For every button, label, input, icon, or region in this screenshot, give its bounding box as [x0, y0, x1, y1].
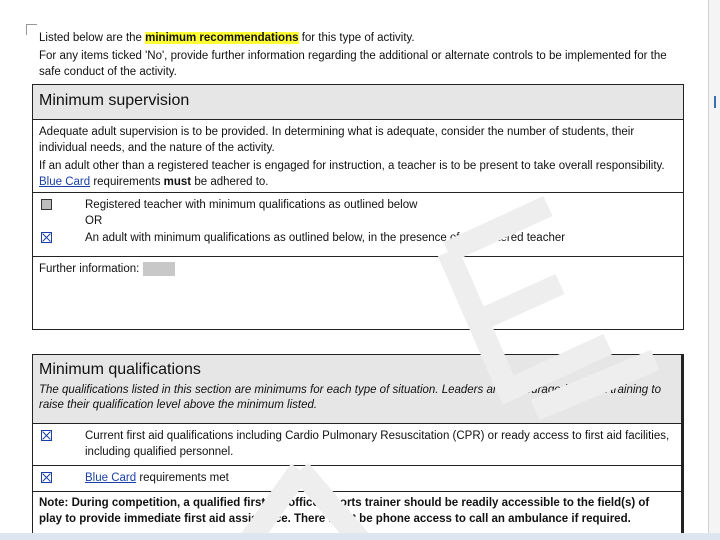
qualification-first-aid: [39, 428, 675, 460]
supervision-para2-bold: must: [163, 176, 192, 188]
further-information-label: Further information:: [39, 263, 140, 275]
page-corner-mark: [26, 24, 37, 35]
qualification-blue-card-text: requirements met: [136, 472, 229, 484]
qualification-blue-card: [39, 470, 675, 486]
qualifications-header: [33, 355, 681, 424]
competition-note: Note: During competition, a qualified first aid officer/sports trainer should be readily accessible to the field(s) of play to provide immediate first aid assistance. There must be phone access to call an ambulance if required.: [39, 497, 650, 525]
qualifications-heading: Minimum qualifications: [39, 361, 201, 378]
qualifications-subtitle: The qualifications listed in this section are minimums for each type of situation. Leaders are encouraged to seek training to raise their qualification level above the minimum listed.: [39, 384, 661, 411]
supervision-para2-mid: requirements: [90, 176, 164, 188]
supervision-header: [33, 85, 683, 120]
blue-card-link-2[interactable]: Blue Card: [85, 472, 137, 484]
option-qualified-adult-label: An adult with minimum qualifications as outlined below, in the presence of a registered teacher: [85, 232, 566, 244]
further-information-row: [33, 257, 683, 331]
qualification-blue-card-row: [33, 466, 681, 492]
option-registered-teacher-label: Registered teacher with minimum qualifications as outlined below: [85, 199, 418, 211]
blue-card-link[interactable]: Blue Card: [39, 176, 91, 188]
intro-line1-start: Listed below are the: [39, 32, 146, 44]
further-information-field[interactable]: [143, 262, 175, 276]
option-registered-teacher: [39, 197, 677, 213]
highlighted-phrase: minimum recommendations: [145, 32, 299, 44]
supervision-section: [32, 84, 684, 330]
status-bar: [0, 533, 720, 540]
intro-line1: [39, 30, 689, 46]
qualification-first-aid-row: [33, 424, 681, 466]
intro-line2: For any items ticked 'No', provide further information regarding the additional or alternate controls to be implemented for the safe conduct of the activity.: [39, 50, 667, 78]
intro-line1-end: for this type of activity.: [298, 32, 415, 44]
scrollbar[interactable]: [708, 0, 720, 540]
checkbox-registered-teacher[interactable]: [41, 199, 52, 210]
qualification-blue-card-label: [85, 470, 229, 486]
supervision-para2-end: be adhered to.: [191, 176, 269, 188]
intro-text: [39, 30, 689, 82]
checkbox-first-aid[interactable]: [41, 430, 52, 441]
or-label: OR: [85, 215, 103, 227]
qualification-first-aid-label: Current first aid qualifications including Cardio Pulmonary Resuscitation (CPR) or ready access to first aid facilities, including qualified personnel.: [85, 430, 670, 458]
supervision-para2-start: If an adult other than a registered teacher is engaged for instruction, a teacher is to be present to take overall responsibility.: [39, 160, 665, 172]
edit-marker: [714, 96, 716, 108]
checkbox-qualified-adult[interactable]: [41, 232, 52, 243]
option-qualified-adult: [39, 230, 677, 246]
supervision-heading: Minimum supervision: [39, 92, 190, 109]
supervision-para1: Adequate adult supervision is to be provided. In determining what is adequate, consider the number of students, their individual needs, and the nature of the activity.: [39, 126, 635, 154]
supervision-options: [33, 193, 683, 257]
supervision-description: [33, 120, 683, 193]
qualifications-section: [32, 354, 684, 536]
checkbox-blue-card[interactable]: [41, 472, 52, 483]
supervision-para2: [39, 158, 677, 190]
